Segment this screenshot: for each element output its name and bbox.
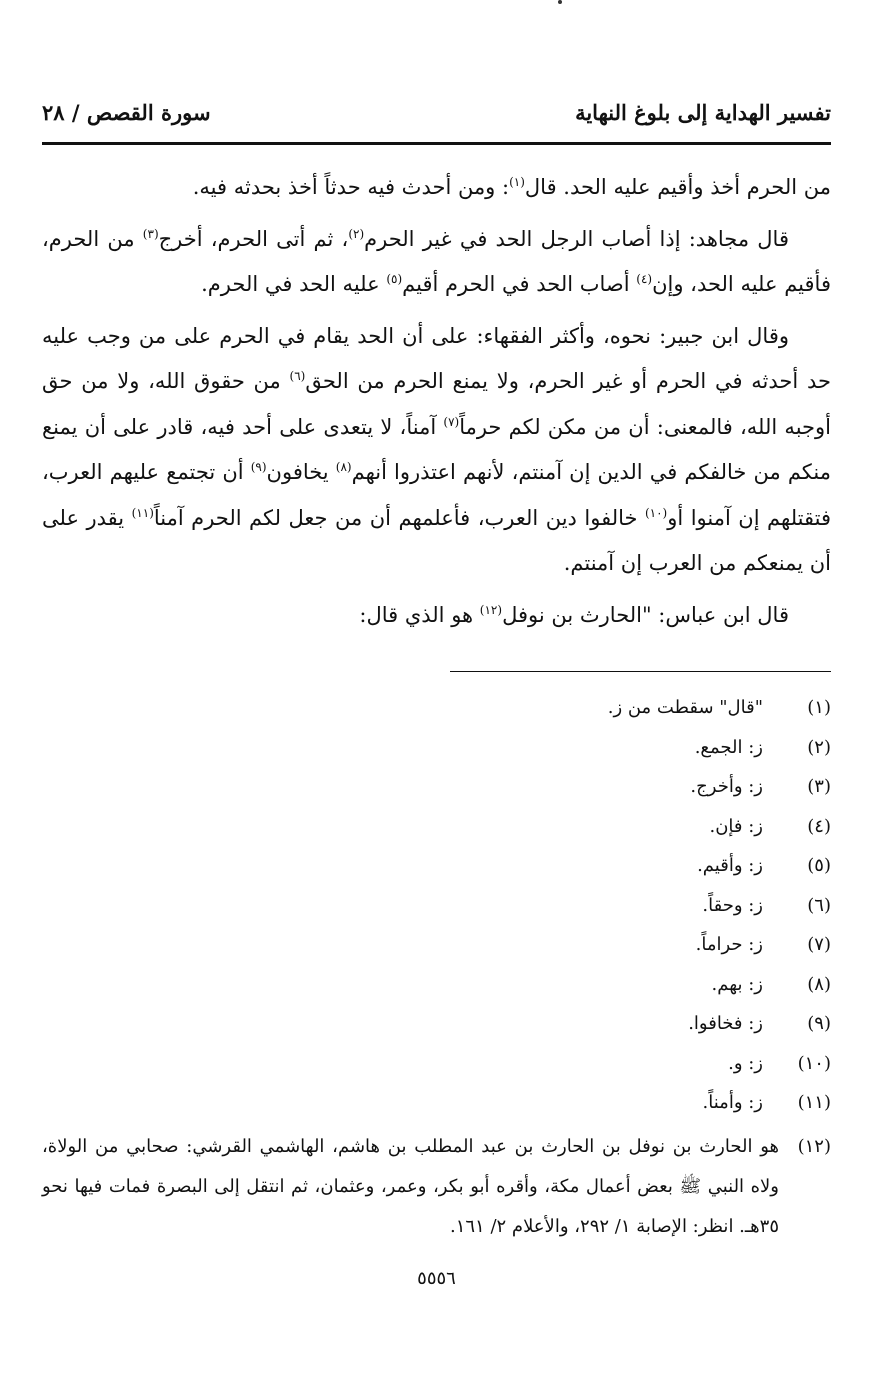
text-run: : ومن أحدث فيه حدثاً أخذ بحدثه فيه. xyxy=(192,175,510,199)
book-title: تفسير الهداية إلى بلوغ النهاية xyxy=(575,100,831,125)
footnote-number: (٧) xyxy=(807,934,831,955)
footnote-text: ز: فخافوا. xyxy=(688,1013,763,1034)
main-text xyxy=(42,165,831,644)
footnote-text: ز: حراماً. xyxy=(695,934,763,955)
text-run: أن تجتمع عليهم العرب، فتقتلهم إن آمنوا أو xyxy=(42,460,831,530)
footnote-item xyxy=(42,1044,831,1084)
footnote-ref-9[interactable]: (٩) xyxy=(250,460,267,474)
text-run: وقال ابن جبير: نحوه، وأكثر الفقهاء: على أن الحد يقام في الحرم على من وجب عليه حد أحدثه في الحرم أو غير الحرم، ولا يمنع الحرم من الحق xyxy=(42,323,831,393)
footnote-number: (١١) xyxy=(797,1092,831,1113)
text-run: ، ثم أتى الحرم، أخرج xyxy=(158,226,349,251)
footnote-ref-4[interactable]: (٤) xyxy=(636,272,653,286)
text-run: آمناً، لا يتعدى على أحد فيه، قادر على أن يمنع منكم من خالفكم في الدين إن آمنتم، لأنهم اعتذروا أنهم xyxy=(42,414,831,484)
footnote-item xyxy=(42,728,831,768)
page-number: ٥٥٥٦ xyxy=(417,1268,456,1289)
footnote-item xyxy=(42,886,831,926)
text-run: من حقوق الله، ولا من حق أوجبه الله، فالمعنى: أن من مكن لكم حرماً xyxy=(42,369,831,439)
footnote-number: (١٢) xyxy=(797,1135,831,1157)
footnote-text: ز: وأمناً. xyxy=(702,1092,763,1113)
footnote-ref-8[interactable]: (٨) xyxy=(335,460,352,474)
footnote-item xyxy=(42,1083,831,1123)
footnote-number: (٤) xyxy=(807,815,831,837)
surah-label: سورة القصص / ٢٨ xyxy=(42,100,211,125)
footnote-ref-11[interactable]: (١١) xyxy=(131,505,154,520)
running-header xyxy=(42,100,831,140)
text-run: يخافون xyxy=(266,460,336,484)
footnote-item xyxy=(42,925,831,965)
footnote-item xyxy=(42,688,831,728)
text-run: قال ابن عباس: "الحارث بن نوفل xyxy=(502,602,789,627)
text-run: من الحرم، فأقيم عليه الحد، وإن xyxy=(42,226,831,296)
print-speck xyxy=(558,0,562,4)
footnote-item xyxy=(42,1004,831,1044)
footnote-number: (٣) xyxy=(807,776,831,797)
footnote-number: (١٠) xyxy=(797,1052,831,1074)
footnote-text: ز: و. xyxy=(728,1052,763,1074)
footnote-text: ز: وأقيم. xyxy=(697,855,763,876)
footnote-number: (٢) xyxy=(807,736,831,758)
footnote-item-long xyxy=(42,1127,831,1247)
footnote-number: (٦) xyxy=(807,894,831,916)
footnote-ref-3[interactable]: (٣) xyxy=(142,226,159,241)
footnote-text: ز: الجمع. xyxy=(694,736,763,758)
footnote-ref-5[interactable]: (٥) xyxy=(386,272,403,286)
paragraph-2 xyxy=(42,217,831,308)
paragraph-1 xyxy=(42,165,831,211)
footnote-text: ز: وأخرج. xyxy=(690,776,763,797)
text-run: أصاب الحد في الحرم أقيم xyxy=(402,272,637,296)
footnote-text: هو الحارث بن نوفل بن الحارث بن عبد المطلب بن هاشم، الهاشمي القرشي: صحابي من الولاة، ولاه النبي ﷺ بعض أعمال مكة، وأقره أبو بكر، وعمر، وعثمان، ثم انتقل إلى البصرة فمات فيها نحو ٣٥هـ. انظر: الإصابة ١/ ٢٩٢، والأعلام ٢/ ١٦١. xyxy=(42,1135,779,1237)
footnote-ref-7[interactable]: (٧) xyxy=(443,414,460,429)
footnote-ref-10[interactable]: (١٠) xyxy=(644,505,668,520)
text-run: خالفوا دين العرب، فأعلمهم أن من جعل لكم الحرم آمناً xyxy=(153,505,645,530)
paragraph-4 xyxy=(42,593,831,639)
footnote-ref-6[interactable]: (٦) xyxy=(289,369,306,383)
footnote-item xyxy=(42,807,831,847)
text-run: عليه الحد في الحرم. xyxy=(201,272,387,296)
footnote-text: "قال" سقطت من ز. xyxy=(607,697,763,718)
footnote-number: (١) xyxy=(807,697,831,718)
footnote-number: (٨) xyxy=(807,973,831,995)
footnote-number: (٩) xyxy=(807,1013,831,1034)
text-run: هو الذي قال: xyxy=(359,602,480,627)
footnote-text: ز: بهم. xyxy=(711,973,763,995)
header-rule xyxy=(42,142,831,145)
text-run: من الحرم أخذ وأقيم عليه الحد. قال xyxy=(524,175,831,199)
text-run: قال مجاهد: إذا أصاب الرجل الحد في غير الحرم xyxy=(364,226,789,251)
footnotes xyxy=(42,688,831,1247)
footnote-item xyxy=(42,846,831,886)
footnote-number: (٥) xyxy=(807,855,831,876)
footnote-item xyxy=(42,767,831,807)
footnote-separator xyxy=(450,671,831,672)
footnote-text: ز: وحقاً. xyxy=(702,894,763,916)
footnote-ref-2[interactable]: (٢) xyxy=(348,226,365,241)
footnote-text: ز: فإن. xyxy=(709,815,763,837)
paragraph-3 xyxy=(42,314,831,587)
footnote-ref-12[interactable]: (١٢) xyxy=(479,602,503,617)
text-run: يقدر على أن يمنعكم من العرب إن آمنتم. xyxy=(42,505,831,575)
footnote-ref-1[interactable]: (١) xyxy=(509,175,525,189)
footnote-item xyxy=(42,965,831,1005)
